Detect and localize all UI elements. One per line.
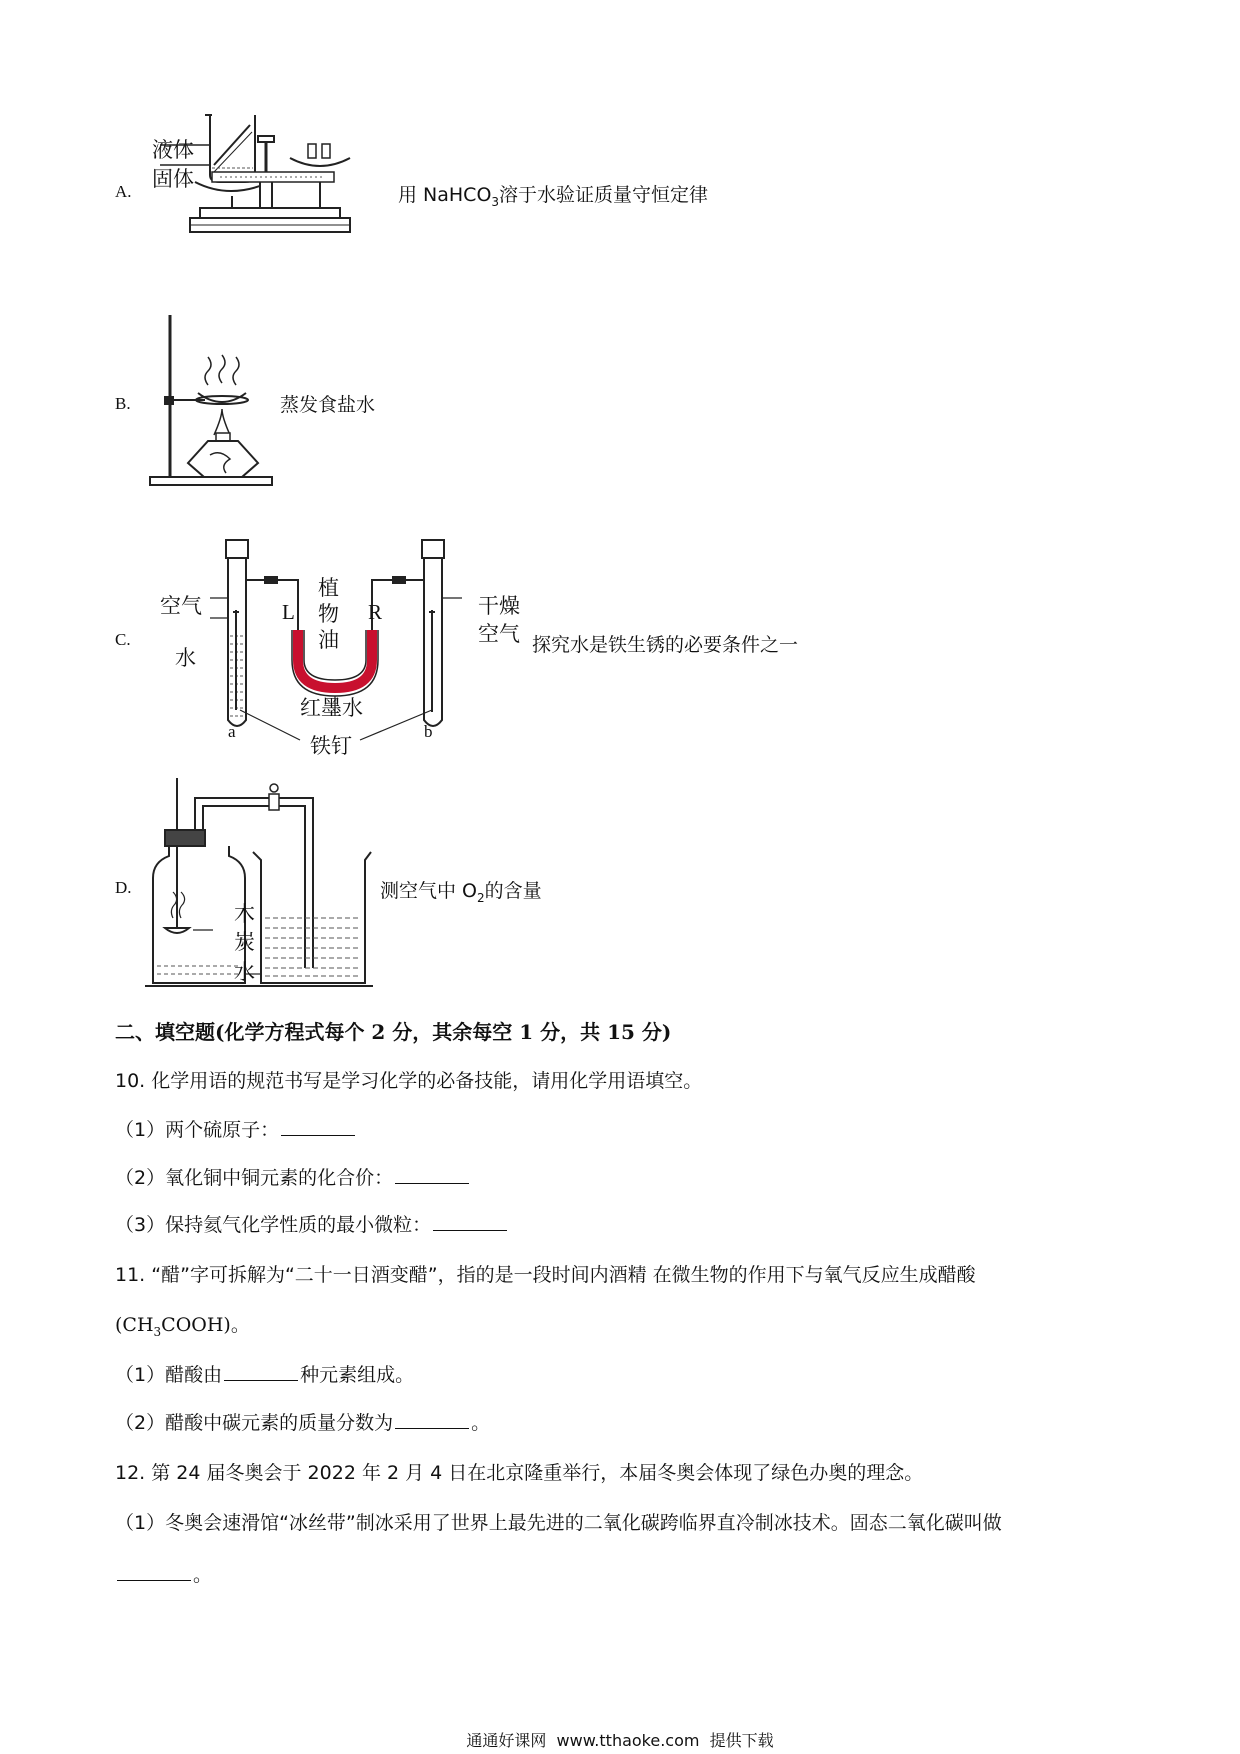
option-a-caption: 用 NaHCO$_3$溶于水验证质量守恒定律 xyxy=(398,184,709,209)
air-label: 空气 xyxy=(160,594,202,618)
q12-stem: 12. 第 24 届冬奥会于 2022 年 2 月 4 日在北京隆重举行，本届冬奥会体现了绿色办奥的理念。 xyxy=(115,1462,924,1484)
q10-stem: 10. 化学用语的规范书写是学习化学的必备技能，请用化学用语填空。 xyxy=(115,1070,703,1092)
dry-air-label-2: 空气 xyxy=(478,622,520,646)
q10-item-3: （3）保持氦气化学性质的最小微粒： xyxy=(115,1210,509,1237)
red-ink-label: 红墨水 xyxy=(300,696,363,720)
l-label: L xyxy=(282,600,295,624)
liquid-label: 液体 xyxy=(152,138,194,162)
option-c-letter: C. xyxy=(115,630,131,649)
q10-item-1: （1）两个硫原子： xyxy=(115,1115,357,1142)
oil-label-2: 物 xyxy=(318,602,339,626)
oil-label-1: 植 xyxy=(318,576,339,600)
oil-label-3: 油 xyxy=(318,628,339,652)
q11-item-2: （2）醋酸中碳元素的质量分数为 。 xyxy=(115,1412,491,1434)
answer-blank[interactable] xyxy=(395,1182,469,1184)
oxygen-content-illustration xyxy=(145,778,385,988)
answer-blank[interactable] xyxy=(117,1579,191,1581)
answer-blank[interactable] xyxy=(395,1427,469,1429)
balance-illustration xyxy=(190,110,430,270)
option-b-caption: 蒸发食盐水 xyxy=(280,394,376,416)
answer-blank[interactable] xyxy=(433,1229,507,1231)
q10-item-2: （2）氧化铜中铜元素的化合价： xyxy=(115,1163,471,1190)
water-label: 水 xyxy=(175,646,196,670)
q11-item-1: （1）醋酸由 种元素组成。 xyxy=(115,1364,415,1386)
iron-nail-label: 铁钉 xyxy=(310,734,352,758)
section-title: 二、填空题(化学方程式每个 2 分，其余每空 1 分，共 15 分) xyxy=(115,1020,672,1044)
tube-b-label: b xyxy=(424,722,433,741)
option-a-letter: A. xyxy=(115,182,132,201)
option-d-caption: 测空气中 $O_2$的含量 xyxy=(380,880,542,905)
page-footer: 通通好课网 www.tthaoke.com 提供下载 xyxy=(466,1731,774,1750)
r-label: R xyxy=(368,600,383,624)
q12-item-1-answer: 。 xyxy=(115,1560,212,1587)
evaporation-illustration xyxy=(150,315,290,485)
answer-blank[interactable] xyxy=(224,1379,298,1381)
dry-air-label-1: 干燥 xyxy=(478,594,520,618)
option-c-caption: 探究水是铁生锈的必要条件之一 xyxy=(532,634,799,656)
water-label-d: 水 xyxy=(234,960,255,984)
option-d-letter: D. xyxy=(115,878,132,897)
charcoal-label-2: 炭 xyxy=(234,930,255,954)
answer-blank[interactable] xyxy=(281,1134,355,1136)
option-b-letter: B. xyxy=(115,394,131,413)
q11-stem: 11. “醋”字可拆解为“二十一日酒变醋”，指的是一段时间内酒精 在微生物的作用下与氧气反应生成醋酸 xyxy=(115,1264,976,1286)
q12-item-1: （1）冬奥会速滑馆“冰丝带”制冰采用了世界上最先进的二氧化碳跨临界直冷制冰技术。固态二氧化碳叫做 xyxy=(115,1512,1002,1534)
q11-formula: $(CH_3COOH)$。 xyxy=(115,1314,250,1339)
tube-a-label: a xyxy=(228,722,236,741)
charcoal-label-1: 木 xyxy=(234,902,255,926)
solid-label: 固体 xyxy=(152,167,194,191)
